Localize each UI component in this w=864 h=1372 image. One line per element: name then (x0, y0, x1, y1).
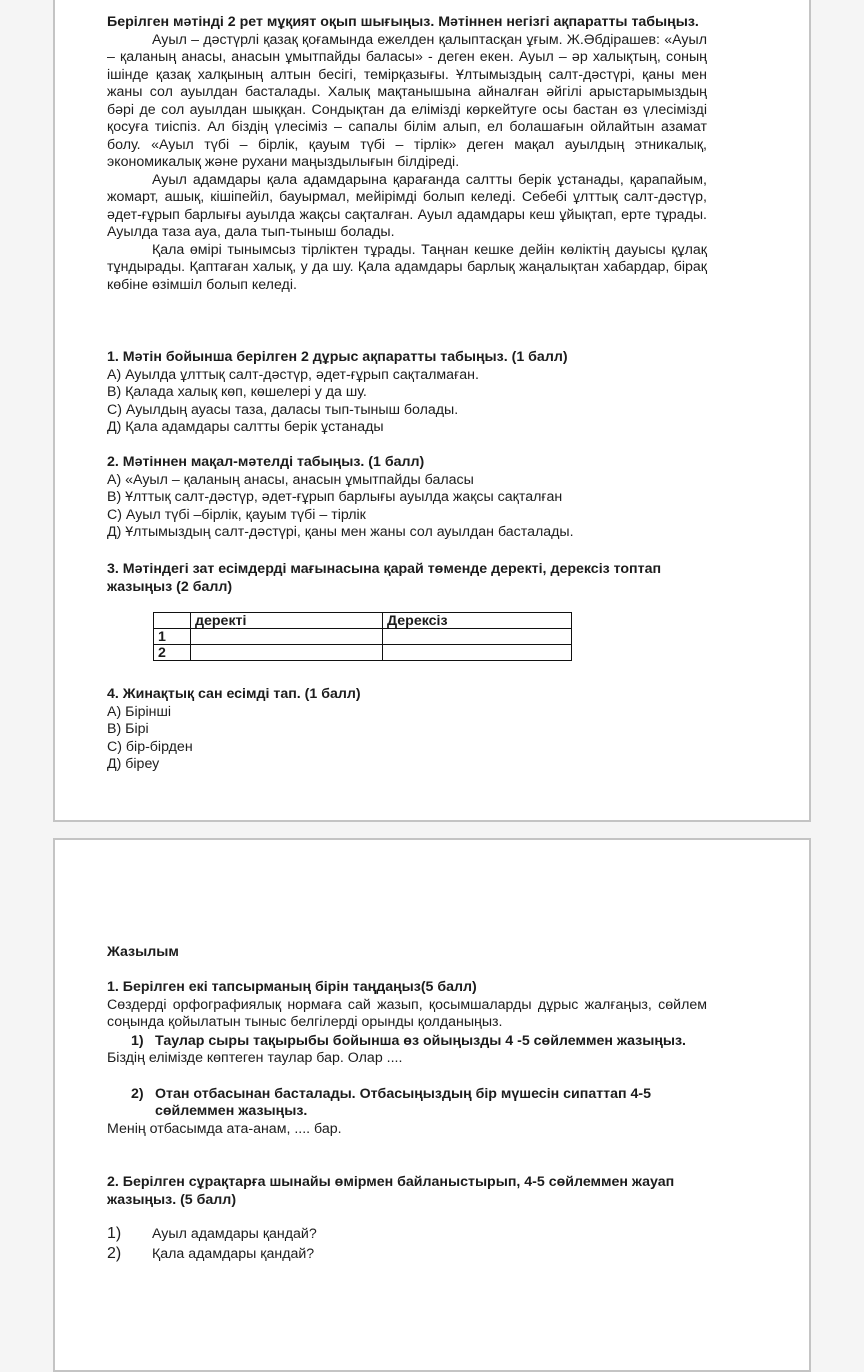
text-paragraph-2: Ауыл адамдары қала адамдарына қарағанда салтты берік ұстанады, қарапайым, жомарт, ашық, кішіпейіл, бауырмал, мейірімді болып келеді. Себебі ұлттық салт-дәстүр, әдет-ғұрып барлығы ауылда жақсы сақталған. Ауыл адамдары кеш ұйықтап, ерте тұрады. Ауылда таза ауа, дала тып-тыныш болады. (107, 171, 707, 240)
table-cell-row-number: 1 (154, 629, 191, 645)
table-cell-input[interactable] (383, 629, 572, 645)
writing-task-2 (107, 1174, 707, 1264)
table-row (154, 629, 572, 645)
task-option-1 (131, 1033, 707, 1051)
writing-task-1 (107, 979, 707, 1138)
option-b: В) Бірі (107, 721, 149, 737)
task-option-number: 2) (131, 1085, 144, 1102)
text-paragraph-3: Қала өмірі тынымсыз тірліктен тұрады. Таңнан кешке дейін көліктің дауысы құлақ тұндырады. Қаптаған халық, у да шу. Қала адамдары барлық жаңалықтан хабардар, бірақ көбіне өзімшіл болып келеді. (107, 241, 707, 293)
noun-classification-table (153, 612, 572, 661)
reading-section (107, 14, 707, 294)
text-paragraph-1: Ауыл – дәстүрлі қазақ қоғамында ежелден қалыптасқан ұғым. Ж.Әбдірашев: «Ауыл – қаланың анасы, анасын ұмытпайды баласы» - деген екен. Ауыл – әр халықтың, соның ішінде қазақ халқының алтын бесігі, темірқазығы. Ұлтымыздың салт-дәстүрі, қаны мен жаны сол ауылдан басталады. Халық мақтанышына айналған әйгілі арыстарымыздың бәрі де сол ауылдан шыққан. Сондықтан да елімізді көркейтуге осы бастан өз үлесімізді қосуға тиіспіз. Ал біздің үлесіміз – сапалы білім алып, ел болашағын ойлайтын азамат болу. «Ауыл түбі – бірлік, қауым түбі – тірлік» деген мақал ауылдың этникалық, экономикалық және рухани маңыздылығын білдіреді. (107, 31, 707, 170)
task-instruction: Сөздерді орфографиялық нормаға сай жазып, қосымшаларды дұрыс жалғаңыз, сөйлем соңында қойылатын тыныс белгілерді орынды қолданыңыз. (107, 996, 707, 1030)
question-4 (107, 686, 707, 774)
instruction-heading: Берілген мәтінді 2 рет мұқият оқып шығыңыз. Мәтіннен негізгі ақпаратты табыңыз. (107, 14, 699, 30)
question-title: 2. Мәтіннен мақал-мәтелді табыңыз. (1 балл) (107, 454, 425, 470)
task-option-number: 1) (131, 1032, 144, 1049)
question-1 (107, 349, 707, 437)
question-title: 4. Жинақтық сан есімді тап. (1 балл) (107, 686, 361, 702)
table-cell-input[interactable] (191, 629, 383, 645)
task-question-2 (107, 1244, 707, 1264)
task-option-prompt: Отан отбасынан басталады. Отбасыңыздың бір мүшесін сипаттап 4-5 сөйлеммен жазыңыз. (155, 1085, 652, 1119)
question-title: 1. Мәтін бойынша берілген 2 дұрыс ақпаратты табыңыз. (1 балл) (107, 349, 568, 365)
task-option-prompt: Таулар сыры тақырыбы бойынша өз ойыңызды 4 -5 сөйлеммен жазыңыз. (155, 1032, 686, 1049)
table-header-cell: Дерексіз (383, 613, 572, 629)
option-c: С) Ауылдың ауасы таза, даласы тып-тыныш болады. (107, 401, 459, 418)
writing-section (107, 944, 707, 962)
task-title: 1. Берілген екі тапсырманың бірін таңдаңыз(5 балл) (107, 979, 477, 995)
question-text: Ауыл адамдары қандай? (152, 1226, 317, 1242)
section-title: Жазылым (107, 944, 179, 960)
task-option-starter: Біздің елімізде көптеген таулар бар. Олар .... (107, 1050, 403, 1066)
table-header-row (154, 613, 572, 629)
option-c: С) Ауыл түбі –бірлік, қауым түбі – тірлік (107, 506, 366, 523)
table-row (154, 645, 572, 661)
task-title: 2. Берілген сұрақтарға шынайы өмірмен байланыстырып, 4-5 сөйлеммен жауап жазыңыз. (5 балл) (107, 1174, 675, 1208)
question-3 (107, 561, 707, 596)
question-text: Қала адамдары қандай? (152, 1246, 315, 1262)
table-cell-input[interactable] (383, 645, 572, 661)
option-a: А) Ауылда ұлттық салт-дәстүр, әдет-ғұрып сақталмаған. (107, 366, 479, 383)
option-d: Д) Ұлтымыздың салт-дәстүрі, қаны мен жаны сол ауылдан басталады. (107, 524, 574, 540)
task-option-2 (131, 1086, 707, 1121)
task-option-starter: Менің отбасымда ата-анам, .... бар. (107, 1120, 342, 1137)
task-question-1 (107, 1224, 707, 1244)
question-title: 3. Мәтіндегі зат есімдерді мағынасына қарай төменде деректі, дерексіз топтап жазыңыз (2 балл) (107, 561, 662, 595)
question-number: 1) (107, 1225, 122, 1242)
question-number: 2) (107, 1245, 122, 1262)
option-d: Д) Қала адамдары салтты берік ұстанады (107, 419, 384, 435)
option-a: А) Бірінші (107, 703, 172, 720)
option-d: Д) біреу (107, 756, 160, 772)
table-cell-input[interactable] (191, 645, 383, 661)
option-a: А) «Ауыл – қаланың анасы, анасын ұмытпайды баласы (107, 471, 474, 488)
question-2 (107, 454, 707, 542)
table-header-cell (154, 613, 191, 629)
option-b: В) Қалада халық көп, көшелері у да шу. (107, 384, 367, 400)
option-c: С) бір-бірден (107, 738, 193, 755)
table-header-cell: деректі (191, 613, 383, 629)
option-b: В) Ұлттық салт-дәстүр, әдет-ғұрып барлығы ауылда жақсы сақталған (107, 489, 563, 505)
table-cell-row-number: 2 (154, 645, 191, 661)
